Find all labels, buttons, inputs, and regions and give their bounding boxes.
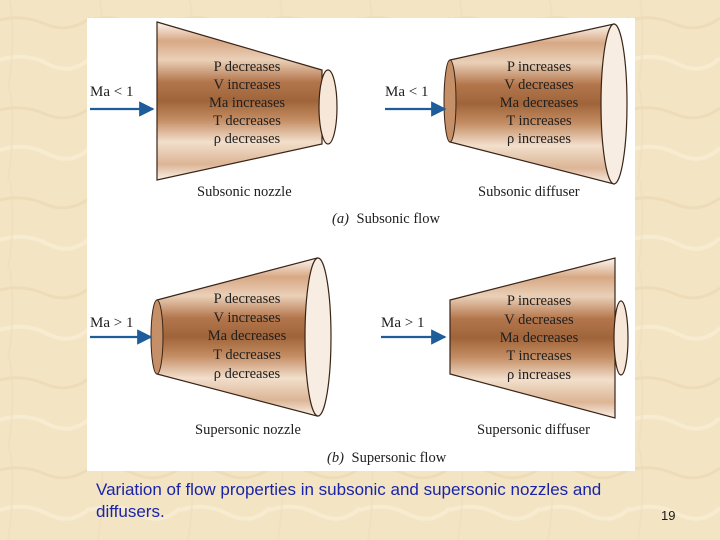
subsonic-diffuser-prop-1: P increases [506, 59, 572, 75]
subsonic-diffuser-inlet [444, 60, 456, 142]
panel-a-title [332, 211, 440, 227]
supersonic-nozzle-inlet [151, 300, 163, 374]
subsonic-diffuser-prop-4: T increases [506, 113, 572, 129]
panel-b-title [327, 450, 447, 466]
subsonic-nozzle-prop-5: ρ decreases [213, 131, 281, 147]
subsonic-diffuser [385, 24, 627, 200]
supersonic-nozzle-prop-4: T decreases [213, 347, 281, 363]
supersonic-diffuser-label: Supersonic diffuser [477, 422, 590, 438]
subsonic-nozzle [90, 22, 337, 200]
subsonic-diffuser-prop-5: ρ increases [507, 131, 571, 147]
supersonic-nozzle-prop-5: ρ decreases [213, 366, 281, 382]
supersonic-nozzle-outlet [305, 258, 331, 416]
subsonic-nozzle-outlet [319, 70, 337, 144]
supersonic-nozzle-prop-2: V increases [213, 310, 281, 326]
panel-b-title-text: Supersonic flow [351, 450, 447, 466]
subsonic-nozzle-label: Subsonic nozzle [197, 184, 292, 200]
supersonic-diffuser-prop-2: V decreases [504, 312, 574, 328]
supersonic-nozzle-prop-3: Ma decreases [207, 328, 287, 344]
figure-caption: Variation of flow properties in subsonic and supersonic nozzles and diffusers. [96, 480, 602, 521]
subsonic-nozzle-prop-1: P decreases [213, 59, 281, 75]
supersonic-nozzle [90, 258, 331, 438]
subsonic-diffuser-prop-2: V decreases [504, 77, 574, 93]
supersonic-diffuser-inflow: Ma > 1 [381, 315, 425, 331]
supersonic-diffuser-prop-1: P increases [506, 293, 572, 309]
supersonic-diffuser-prop-3: Ma decreases [499, 330, 579, 346]
panel-b-tag: (b) [327, 450, 344, 466]
flow-diagram [87, 18, 635, 471]
figure-panel [87, 18, 635, 471]
supersonic-nozzle-inflow: Ma > 1 [90, 315, 134, 331]
subsonic-diffuser-label: Subsonic diffuser [478, 184, 580, 200]
supersonic-diffuser-prop-5: ρ increases [507, 367, 571, 383]
panel-a-title-text: Subsonic flow [356, 211, 440, 227]
subsonic-diffuser-inflow: Ma < 1 [385, 84, 429, 100]
panel-a-tag: (a) [332, 211, 349, 227]
subsonic-nozzle-prop-3: Ma increases [208, 95, 286, 111]
subsonic-nozzle-prop-4: T decreases [213, 113, 281, 129]
supersonic-diffuser-prop-4: T increases [506, 348, 572, 364]
supersonic-nozzle-prop-1: P decreases [213, 291, 281, 307]
supersonic-diffuser-outlet [614, 301, 628, 375]
subsonic-nozzle-inflow: Ma < 1 [90, 84, 134, 100]
supersonic-nozzle-label: Supersonic nozzle [195, 422, 301, 438]
supersonic-diffuser [381, 258, 628, 438]
subsonic-diffuser-outlet [601, 24, 627, 184]
subsonic-diffuser-prop-3: Ma decreases [499, 95, 579, 111]
page-number: 19 [661, 508, 676, 523]
subsonic-nozzle-prop-2: V increases [213, 77, 281, 93]
